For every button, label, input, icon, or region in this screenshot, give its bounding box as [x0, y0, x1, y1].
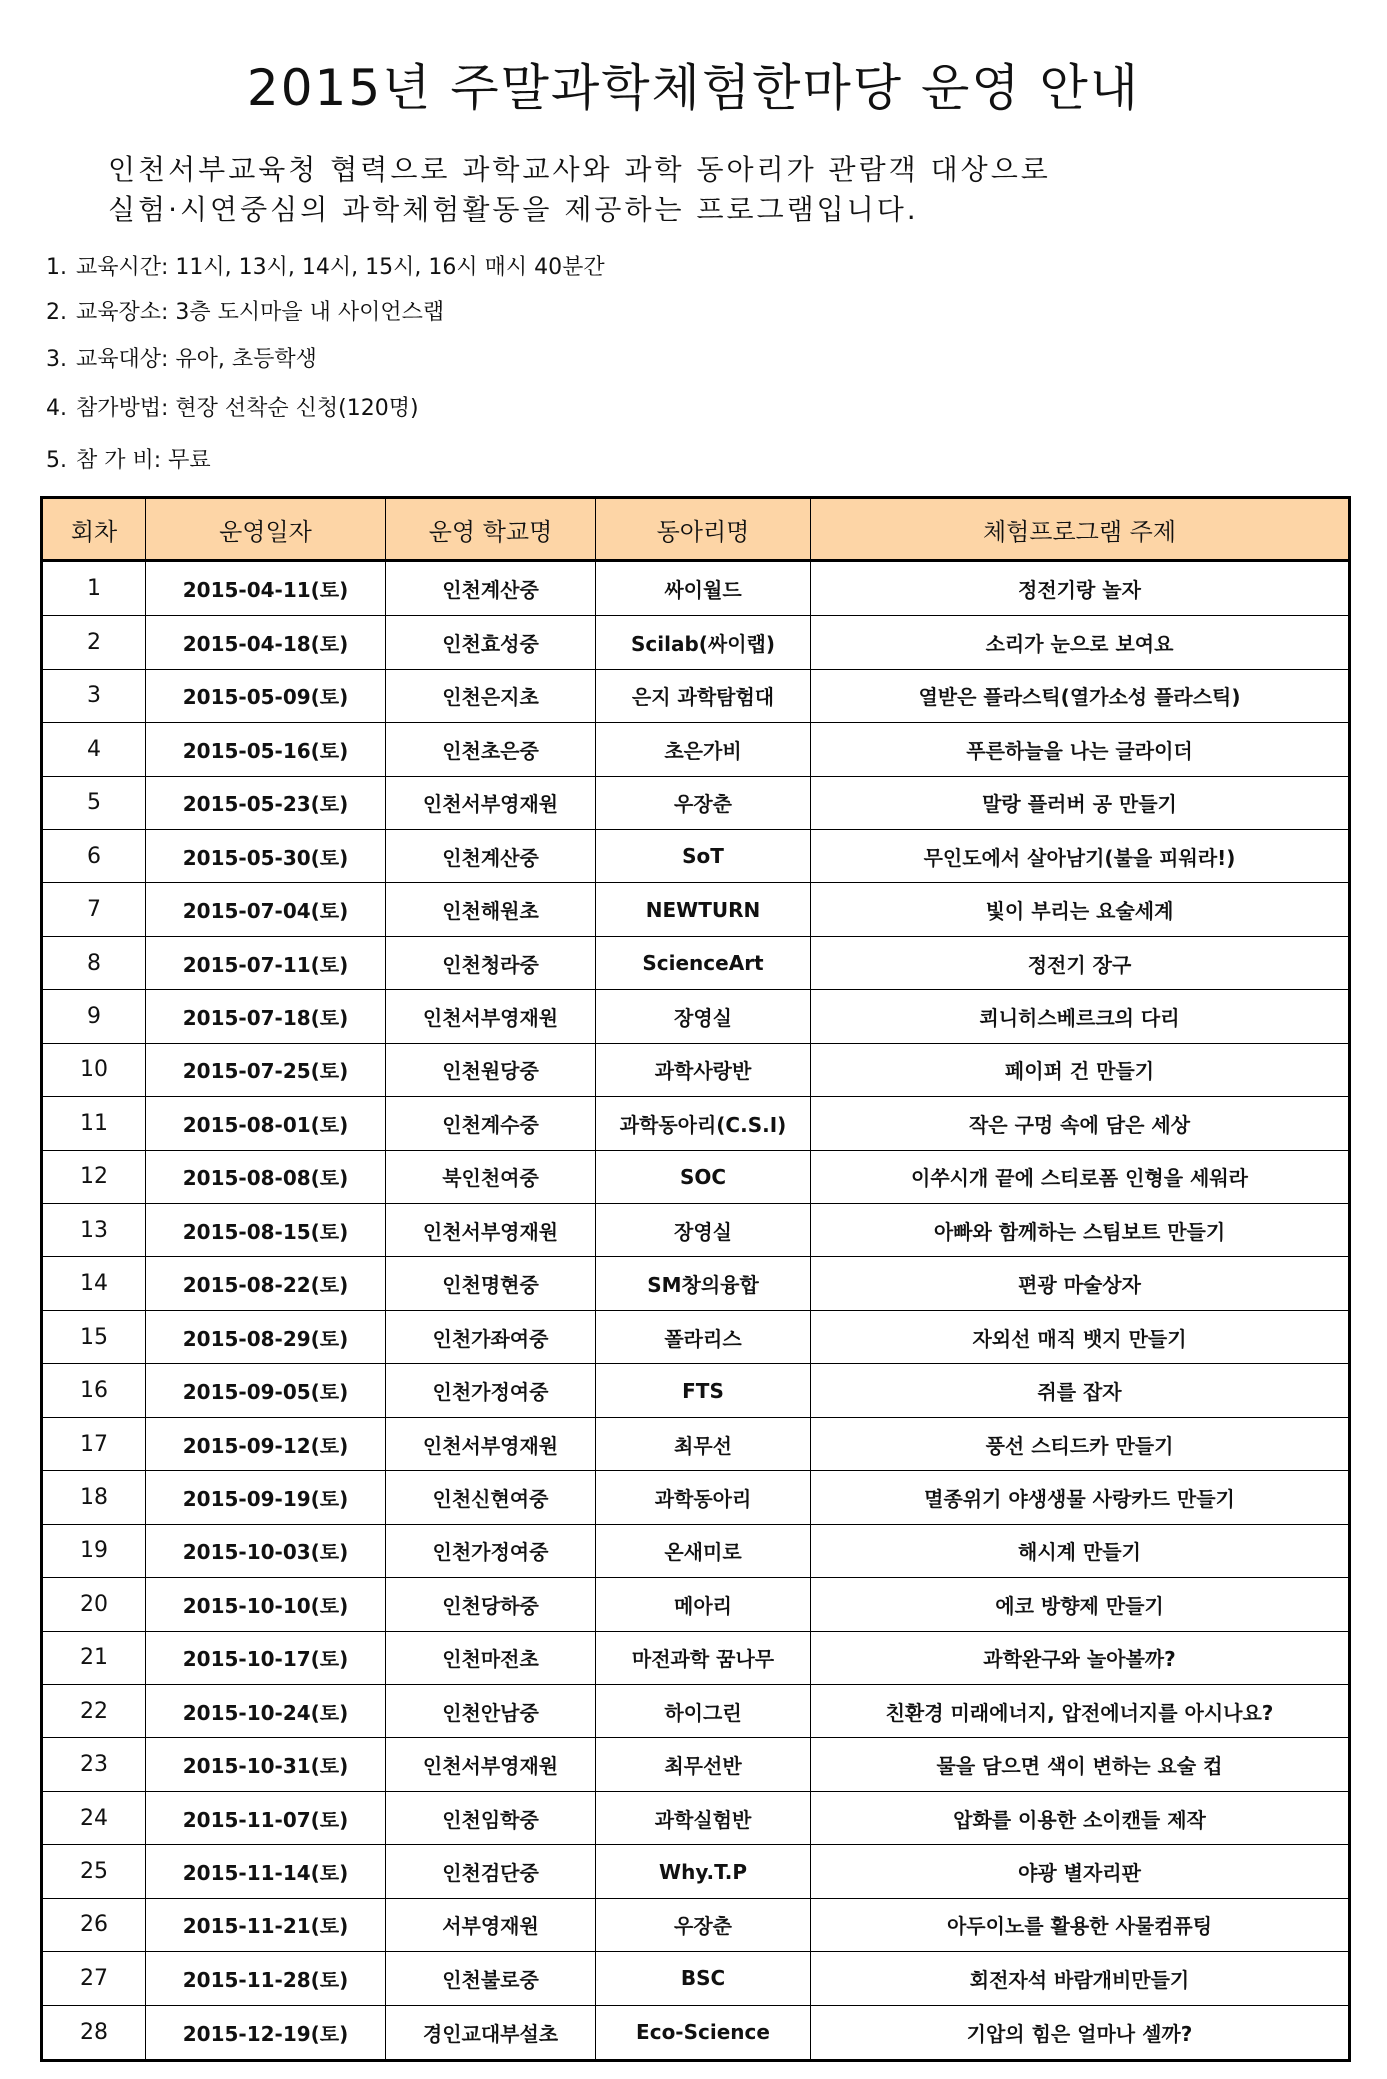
- cell-school: 인천임학중: [386, 1791, 596, 1844]
- cell-round: 14: [42, 1257, 146, 1310]
- cell-topic: 쾨니히스베르크의 다리: [811, 990, 1350, 1043]
- cell-round: 11: [42, 1097, 146, 1150]
- cell-club: 온새미로: [596, 1524, 811, 1577]
- cell-topic: 압화를 이용한 소이캔들 제작: [811, 1791, 1350, 1844]
- cell-topic: 해시계 만들기: [811, 1524, 1350, 1577]
- cell-round: 18: [42, 1471, 146, 1524]
- cell-topic: 에코 방향제 만들기: [811, 1578, 1350, 1631]
- table-row: [42, 1471, 1350, 1524]
- table-row: [42, 1631, 1350, 1684]
- cell-topic: 물을 담으면 색이 변하는 요술 컵: [811, 1738, 1350, 1791]
- cell-round: 26: [42, 1898, 146, 1951]
- info-item-place: [46, 295, 444, 326]
- cell-round: 13: [42, 1204, 146, 1257]
- info-text: 교육장소: 3층 도시마을 내 사이언스랩: [76, 300, 445, 325]
- cell-club: 최무선반: [596, 1738, 811, 1791]
- cell-date: 2015-08-22(토): [146, 1257, 386, 1310]
- table-header-row: [42, 498, 1350, 561]
- table-row: [42, 1845, 1350, 1898]
- header-school: 운영 학교명: [386, 498, 596, 561]
- info-text: 교육시간: 11시, 13시, 14시, 15시, 16시 매시 40분간: [76, 255, 605, 280]
- info-item-time: [46, 250, 605, 281]
- table-row: [42, 990, 1350, 1043]
- cell-school: 인천서부영재원: [386, 1738, 596, 1791]
- cell-school: 인천서부영재원: [386, 776, 596, 829]
- cell-round: 6: [42, 829, 146, 882]
- info-item-target: [46, 342, 317, 373]
- cell-date: 2015-05-23(토): [146, 776, 386, 829]
- cell-date: 2015-08-01(토): [146, 1097, 386, 1150]
- cell-date: 2015-07-04(토): [146, 883, 386, 936]
- cell-topic: 열받은 플라스틱(열가소성 플라스틱): [811, 669, 1350, 722]
- intro-paragraph: [108, 150, 1258, 230]
- table-row: [42, 669, 1350, 722]
- cell-round: 21: [42, 1631, 146, 1684]
- cell-club: 과학동아리(C.S.I): [596, 1097, 811, 1150]
- cell-school: 경인교대부설초: [386, 2005, 596, 2060]
- cell-date: 2015-10-03(토): [146, 1524, 386, 1577]
- cell-date: 2015-05-30(토): [146, 829, 386, 882]
- cell-club: Why.T.P: [596, 1845, 811, 1898]
- cell-topic: 아빠와 함께하는 스팀보트 만들기: [811, 1204, 1350, 1257]
- table-row: [42, 776, 1350, 829]
- info-text: 참가방법: 현장 선착순 신청(120명): [76, 396, 419, 421]
- cell-club: 우장춘: [596, 776, 811, 829]
- cell-school: 인천계산중: [386, 829, 596, 882]
- cell-topic: 작은 구멍 속에 담은 세상: [811, 1097, 1350, 1150]
- cell-school: 인천마전초: [386, 1631, 596, 1684]
- cell-date: 2015-09-19(토): [146, 1471, 386, 1524]
- table-row: [42, 1364, 1350, 1417]
- cell-topic: 정전기 장구: [811, 936, 1350, 989]
- cell-round: 10: [42, 1043, 146, 1096]
- cell-school: 인천청라중: [386, 936, 596, 989]
- cell-round: 27: [42, 1952, 146, 2005]
- cell-club: 과학실험반: [596, 1791, 811, 1844]
- cell-school: 인천신현여중: [386, 1471, 596, 1524]
- info-item-fee: [46, 443, 211, 474]
- cell-topic: 기압의 힘은 얼마나 셀까?: [811, 2005, 1350, 2060]
- table-row: [42, 1257, 1350, 1310]
- cell-topic: 빛이 부리는 요술세계: [811, 883, 1350, 936]
- cell-round: 8: [42, 936, 146, 989]
- cell-school: 인천당하중: [386, 1578, 596, 1631]
- cell-round: 23: [42, 1738, 146, 1791]
- cell-topic: 무인도에서 살아남기(불을 피워라!): [811, 829, 1350, 882]
- cell-date: 2015-04-11(토): [146, 561, 386, 616]
- cell-school: 인천해원초: [386, 883, 596, 936]
- header-round: 회차: [42, 498, 146, 561]
- schedule-table: [40, 496, 1351, 2062]
- intro-line: 실험·시연중심의 과학체험활동을 제공하는 프로그램입니다.: [108, 193, 919, 226]
- cell-date: 2015-05-16(토): [146, 723, 386, 776]
- cell-round: 5: [42, 776, 146, 829]
- cell-club: 초은가비: [596, 723, 811, 776]
- cell-school: 북인천여중: [386, 1150, 596, 1203]
- cell-club: 우장춘: [596, 1898, 811, 1951]
- cell-topic: 편광 마술상자: [811, 1257, 1350, 1310]
- cell-topic: 과학완구와 놀아볼까?: [811, 1631, 1350, 1684]
- cell-club: 하이그린: [596, 1684, 811, 1737]
- cell-date: 2015-11-21(토): [146, 1898, 386, 1951]
- info-item-method: [46, 391, 419, 422]
- cell-date: 2015-11-07(토): [146, 1791, 386, 1844]
- table-row: [42, 1738, 1350, 1791]
- cell-date: 2015-08-15(토): [146, 1204, 386, 1257]
- cell-topic: 자외선 매직 뱃지 만들기: [811, 1310, 1350, 1363]
- table-row: [42, 1150, 1350, 1203]
- cell-club: 폴라리스: [596, 1310, 811, 1363]
- cell-school: 인천효성중: [386, 616, 596, 669]
- cell-round: 12: [42, 1150, 146, 1203]
- table-row: [42, 1952, 1350, 2005]
- cell-club: SM창의융합: [596, 1257, 811, 1310]
- cell-club: 은지 과학탐험대: [596, 669, 811, 722]
- header-club: 동아리명: [596, 498, 811, 561]
- cell-school: 인천서부영재원: [386, 1417, 596, 1470]
- cell-round: 2: [42, 616, 146, 669]
- cell-topic: 정전기랑 놀자: [811, 561, 1350, 616]
- cell-school: 인천가정여중: [386, 1364, 596, 1417]
- cell-school: 서부영재원: [386, 1898, 596, 1951]
- cell-round: 1: [42, 561, 146, 616]
- cell-club: 과학사랑반: [596, 1043, 811, 1096]
- cell-club: 싸이월드: [596, 561, 811, 616]
- info-number: 2.: [46, 300, 67, 325]
- cell-date: 2015-07-25(토): [146, 1043, 386, 1096]
- info-number: 1.: [46, 255, 67, 280]
- table-row: [42, 1524, 1350, 1577]
- table-row: [42, 616, 1350, 669]
- cell-club: Scilab(싸이랩): [596, 616, 811, 669]
- intro-line: 인천서부교육청 협력으로 과학교사와 과학 동아리가 관람객 대상으로: [108, 153, 1051, 186]
- cell-date: 2015-08-29(토): [146, 1310, 386, 1363]
- cell-club: 장영실: [596, 1204, 811, 1257]
- cell-topic: 야광 별자리판: [811, 1845, 1350, 1898]
- info-text: 참 가 비: 무료: [76, 448, 211, 473]
- cell-date: 2015-10-10(토): [146, 1578, 386, 1631]
- table-row: [42, 1898, 1350, 1951]
- table-row: [42, 1097, 1350, 1150]
- cell-school: 인천명현중: [386, 1257, 596, 1310]
- cell-school: 인천원당중: [386, 1043, 596, 1096]
- header-topic: 체험프로그램 주제: [811, 498, 1350, 561]
- cell-topic: 회전자석 바람개비만들기: [811, 1952, 1350, 2005]
- cell-club: 메아리: [596, 1578, 811, 1631]
- cell-school: 인천초은중: [386, 723, 596, 776]
- table-row: [42, 1204, 1350, 1257]
- cell-topic: 말랑 플러버 공 만들기: [811, 776, 1350, 829]
- cell-topic: 아두이노를 활용한 사물컴퓨팅: [811, 1898, 1350, 1951]
- table-row: [42, 883, 1350, 936]
- table-row: [42, 1578, 1350, 1631]
- table-body: [42, 561, 1350, 2061]
- cell-topic: 멸종위기 야생생물 사랑카드 만들기: [811, 1471, 1350, 1524]
- cell-topic: 푸른하늘을 나는 글라이더: [811, 723, 1350, 776]
- table-row: [42, 1310, 1350, 1363]
- cell-club: 과학동아리: [596, 1471, 811, 1524]
- cell-date: 2015-09-05(토): [146, 1364, 386, 1417]
- cell-club: 마전과학 꿈나무: [596, 1631, 811, 1684]
- cell-date: 2015-07-18(토): [146, 990, 386, 1043]
- cell-date: 2015-10-31(토): [146, 1738, 386, 1791]
- cell-club: 장영실: [596, 990, 811, 1043]
- cell-round: 24: [42, 1791, 146, 1844]
- cell-topic: 풍선 스티드카 만들기: [811, 1417, 1350, 1470]
- cell-round: 9: [42, 990, 146, 1043]
- cell-round: 16: [42, 1364, 146, 1417]
- cell-topic: 이쑤시개 끝에 스티로폼 인형을 세워라: [811, 1150, 1350, 1203]
- cell-round: 28: [42, 2005, 146, 2060]
- cell-round: 15: [42, 1310, 146, 1363]
- info-text: 교육대상: 유아, 초등학생: [76, 347, 317, 372]
- info-number: 4.: [46, 396, 67, 421]
- info-number: 3.: [46, 347, 67, 372]
- cell-round: 3: [42, 669, 146, 722]
- header-date: 운영일자: [146, 498, 386, 561]
- table-row: [42, 2005, 1350, 2060]
- cell-topic: 페이퍼 건 만들기: [811, 1043, 1350, 1096]
- cell-date: 2015-11-14(토): [146, 1845, 386, 1898]
- table-row: [42, 1417, 1350, 1470]
- cell-club: FTS: [596, 1364, 811, 1417]
- cell-date: 2015-07-11(토): [146, 936, 386, 989]
- table-row: [42, 829, 1350, 882]
- cell-school: 인천안남중: [386, 1684, 596, 1737]
- cell-date: 2015-08-08(토): [146, 1150, 386, 1203]
- cell-school: 인천불로중: [386, 1952, 596, 2005]
- table-row: [42, 723, 1350, 776]
- cell-round: 25: [42, 1845, 146, 1898]
- table-row: [42, 936, 1350, 989]
- info-number: 5.: [46, 448, 67, 473]
- cell-round: 17: [42, 1417, 146, 1470]
- cell-school: 인천가정여중: [386, 1524, 596, 1577]
- table-row: [42, 1684, 1350, 1737]
- cell-school: 인천계산중: [386, 561, 596, 616]
- cell-club: BSC: [596, 1952, 811, 2005]
- cell-date: 2015-11-28(토): [146, 1952, 386, 2005]
- cell-date: 2015-10-17(토): [146, 1631, 386, 1684]
- cell-date: 2015-10-24(토): [146, 1684, 386, 1737]
- table-row: [42, 561, 1350, 616]
- table-row: [42, 1043, 1350, 1096]
- cell-topic: 친환경 미래에너지, 압전에너지를 아시나요?: [811, 1684, 1350, 1737]
- cell-date: 2015-09-12(토): [146, 1417, 386, 1470]
- cell-round: 7: [42, 883, 146, 936]
- cell-club: 최무선: [596, 1417, 811, 1470]
- cell-school: 인천서부영재원: [386, 1204, 596, 1257]
- cell-topic: 소리가 눈으로 보여요: [811, 616, 1350, 669]
- cell-date: 2015-12-19(토): [146, 2005, 386, 2060]
- cell-date: 2015-04-18(토): [146, 616, 386, 669]
- table-row: [42, 1791, 1350, 1844]
- page-title: 2015년 주말과학체험한마당 운영 안내: [246, 59, 1141, 117]
- cell-round: 20: [42, 1578, 146, 1631]
- cell-club: SoT: [596, 829, 811, 882]
- cell-round: 4: [42, 723, 146, 776]
- cell-round: 22: [42, 1684, 146, 1737]
- cell-school: 인천은지초: [386, 669, 596, 722]
- cell-school: 인천가좌여중: [386, 1310, 596, 1363]
- cell-club: Eco-Science: [596, 2005, 811, 2060]
- cell-round: 19: [42, 1524, 146, 1577]
- cell-club: SOC: [596, 1150, 811, 1203]
- cell-school: 인천서부영재원: [386, 990, 596, 1043]
- cell-date: 2015-05-09(토): [146, 669, 386, 722]
- cell-school: 인천계수중: [386, 1097, 596, 1150]
- cell-school: 인천검단중: [386, 1845, 596, 1898]
- cell-topic: 쥐를 잡자: [811, 1364, 1350, 1417]
- cell-club: ScienceArt: [596, 936, 811, 989]
- cell-club: NEWTURN: [596, 883, 811, 936]
